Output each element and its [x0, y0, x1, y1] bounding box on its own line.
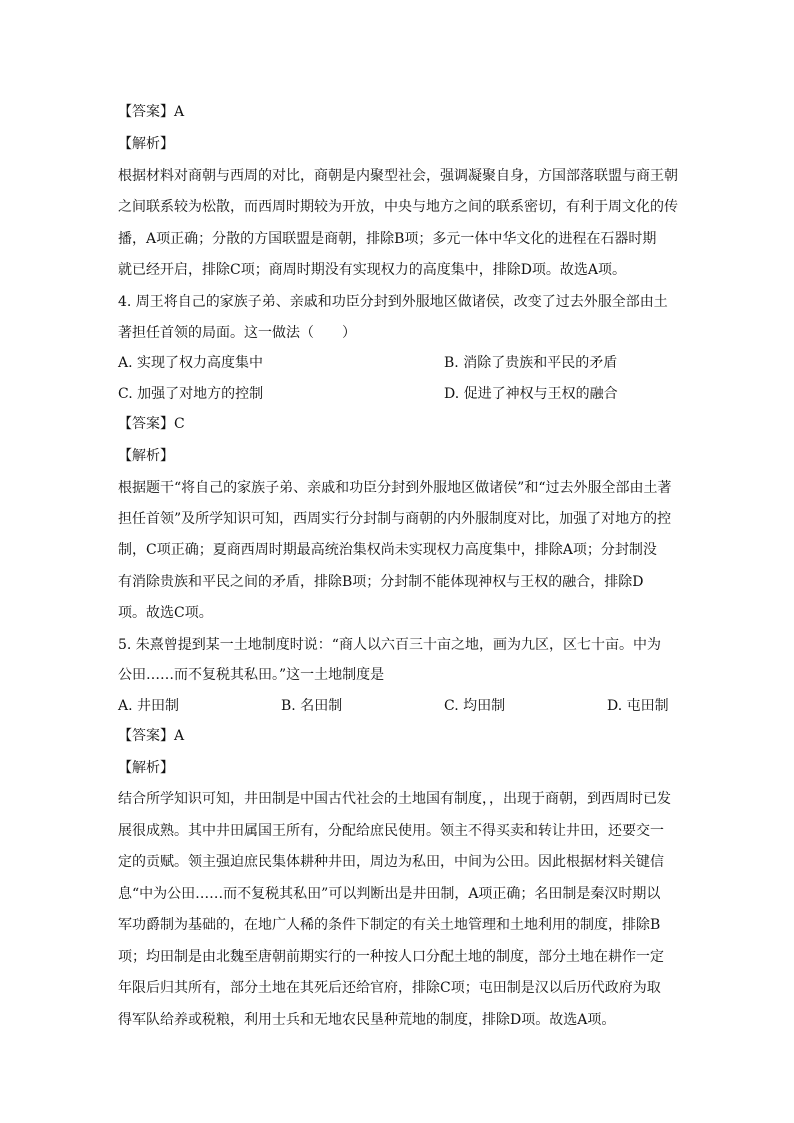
q4-analysis-line-2: 担任首领”及所学知识可知，西周实行分封制与商朝的内外服制度对比，加强了对地方的控: [118, 511, 672, 527]
q5-stem-line-2: 公田……而不复税其私田。”这一土地制度是: [118, 667, 385, 683]
q4-option-d: D. 促进了神权与王权的融合: [444, 386, 618, 402]
q5-option-d: D. 屯田制: [607, 698, 669, 714]
q4-analysis-label: 【解析】: [118, 448, 174, 464]
q5-analysis-line-8: 得军队给养或税粮，利用士兵和无地农民垦种荒地的制度，排除D项。故选A项。: [118, 1012, 616, 1028]
q5-analysis-line-7: 年限后归其所有，部分土地在其死后还给官府，排除C项；屯田制是汉以后历代政府为取: [118, 980, 661, 996]
q4-analysis-line-5: 项。故选C项。: [118, 605, 213, 621]
q4-stem-line-1: 4. 周王将自己的家族子弟、亲戚和功臣分封到外服地区做诸侯，改变了过去外服全部由土: [118, 294, 668, 310]
q4-analysis-line-3: 制，C项正确；夏商西周时期最高统治集权尚未实现权力高度集中，排除A项；分封制没: [118, 542, 657, 558]
q5-analysis-line-5: 军功爵制为基础的，在地广人稀的条件下制定的有关土地管理和土地利用的制度，排除B: [118, 917, 661, 933]
q4-option-a: A. 实现了权力高度集中: [118, 355, 264, 371]
q3-analysis-line-4: 就已经开启，排除C项；商周时期没有实现权力的高度集中，排除D项。故选A项。: [118, 262, 627, 278]
q4-option-b: B. 消除了贵族和平民的矛盾: [444, 355, 618, 371]
q4-analysis-line-1: 根据题干“将自己的家族子弟、亲戚和功臣分封到外服地区做诸侯”和“过去外服全部由土著: [118, 480, 672, 496]
q3-analysis-line-2: 之间联系较为松散，而西周时期较为开放，中央与地方之间的联系密切，有利于周文化的传: [118, 199, 678, 215]
q5-answer-label: 【答案】A: [118, 728, 185, 744]
q5-option-a: A. 井田制: [118, 698, 180, 714]
q5-analysis-line-1: 结合所学知识可知，井田制是中国古代社会的土地国有制度，，出现于商朝，到西周时已发: [118, 791, 671, 807]
q4-option-c: C. 加强了对地方的控制: [118, 386, 264, 402]
q3-answer-label: 【答案】A: [118, 104, 185, 120]
q5-analysis-line-4: 息“中为公田……而不复税其私田”可以判断出是井田制，A项正确；名田制是秦汉时期以: [118, 886, 661, 902]
q5-analysis-line-3: 定的贡赋。领主强迫庶民集体耕种井田，周边为私田，中间为公田。因此根据材料关键信: [118, 854, 664, 870]
q4-stem-line-2: 著担任首领的局面。这一做法（ ）: [118, 325, 356, 341]
q3-analysis-line-1: 根据材料对商朝与西周的对比，商朝是内聚型社会，强调凝聚自身，方国部落联盟与商王朝: [118, 168, 678, 184]
q4-answer-label: 【答案】C: [118, 416, 185, 432]
q5-analysis-line-6: 项；均田制是由北魏至唐朝前期实行的一种按人口分配土地的制度，部分土地在耕作一定: [118, 949, 664, 965]
q5-option-c: C. 均田制: [444, 698, 506, 714]
q5-option-b: B. 名田制: [281, 698, 343, 714]
q3-analysis-line-3: 播，A项正确；分散的方国联盟是商朝，排除B项；多元一体中华文化的进程在石器时期: [118, 231, 657, 247]
q4-analysis-line-4: 有消除贵族和平民之间的矛盾，排除B项；分封制不能体现神权与王权的融合，排除D: [118, 574, 644, 590]
q5-stem-line-1: 5. 朱熹曾提到某一土地制度时说：“商人以六百三十亩之地，画为九区，区七十亩。中为: [118, 637, 661, 653]
q3-analysis-label: 【解析】: [118, 136, 174, 152]
q5-analysis-label: 【解析】: [118, 760, 174, 776]
q5-analysis-line-2: 展很成熟。其中井田属国王所有，分配给庶民使用。领主不得买卖和转让井田，还要交一: [118, 823, 664, 839]
